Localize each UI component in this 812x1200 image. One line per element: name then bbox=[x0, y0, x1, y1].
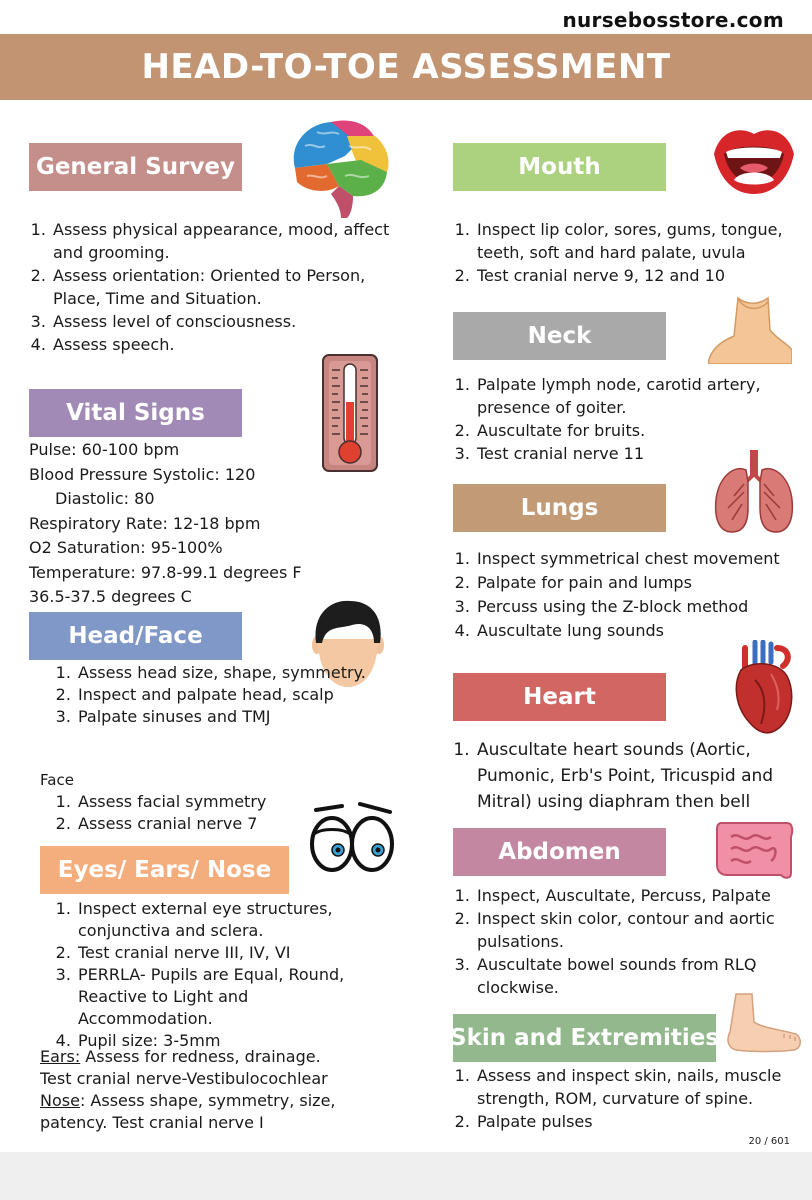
list-item: 2. Inspect and palpate head, scalp bbox=[76, 684, 374, 706]
vital-signs-list bbox=[29, 438, 349, 610]
ears-text-2: Test cranial nerve-Vestibulocochlear bbox=[40, 1069, 328, 1088]
foot-icon bbox=[722, 992, 802, 1054]
abdomen-list bbox=[453, 884, 803, 999]
list-item: 3. PERRLA- Pupils are Equal, Round, Reactive to Light and Accommodation. bbox=[76, 964, 384, 1030]
ears-nose-notes bbox=[40, 1046, 385, 1134]
list-item: 1. Inspect, Auscultate, Percuss, Palpate bbox=[475, 884, 803, 907]
vital-signs-header bbox=[29, 389, 242, 437]
o2-saturation-value: O2 Saturation: 95-100% bbox=[29, 538, 223, 557]
neck-header bbox=[453, 312, 666, 360]
list-item: 1. Assess and inspect skin, nails, muscle strength, ROM, curvature of spine. bbox=[475, 1064, 803, 1110]
ears-label: Ears: bbox=[40, 1047, 81, 1066]
ears-text: Assess for redness, drainage. bbox=[80, 1047, 321, 1066]
skin-extremities-title: Skin and Extremities bbox=[450, 1025, 719, 1051]
lungs-list bbox=[453, 547, 803, 643]
abdomen-header bbox=[453, 828, 666, 876]
list-item: 1. Assess facial symmetry bbox=[76, 791, 304, 813]
vital-signs-title: Vital Signs bbox=[66, 400, 205, 426]
neck-title: Neck bbox=[527, 323, 592, 349]
nose-label: Nose bbox=[40, 1091, 80, 1110]
list-item: 1. Inspect external eye structures, conjunctiva and sclera. bbox=[76, 898, 384, 942]
page-title: HEAD-TO-TOE ASSESSMENT bbox=[141, 47, 671, 87]
general-survey-title: General Survey bbox=[35, 154, 236, 180]
list-item: 2. Inspect skin color, contour and aortic pulsations. bbox=[475, 907, 803, 953]
face-list bbox=[54, 791, 304, 835]
site-name[interactable]: nursebosstore.com bbox=[562, 8, 784, 32]
temperature-f-value: Temperature: 97.8-99.1 degrees F bbox=[29, 562, 302, 582]
intestines-icon bbox=[713, 815, 795, 883]
list-item: 3. Test cranial nerve 11 bbox=[475, 442, 803, 465]
brain-icon bbox=[287, 116, 393, 220]
heart-title: Heart bbox=[523, 684, 596, 710]
eyes-ears-nose-title: Eyes/ Ears/ Nose bbox=[57, 857, 272, 883]
nose-text: : Assess shape, symmetry, size, bbox=[79, 1091, 336, 1110]
list-item: 2. Assess orientation: Oriented to Person, Place, Time and Situation. bbox=[51, 264, 394, 310]
heart-icon bbox=[731, 640, 797, 738]
eyes-ears-nose-list bbox=[54, 898, 384, 1052]
list-item: 2. Test cranial nerve 9, 12 and 10 bbox=[475, 264, 803, 287]
lungs-title: Lungs bbox=[520, 495, 599, 521]
bp-systolic-value: Blood Pressure Systolic: 120 bbox=[29, 464, 256, 484]
eyes-icon bbox=[308, 800, 396, 876]
list-item: 2. Palpate pulses bbox=[475, 1110, 803, 1133]
list-item: 2. Auscultate for bruits. bbox=[475, 419, 803, 442]
general-survey-list bbox=[29, 218, 394, 356]
list-item: 3. Auscultate bowel sounds from RLQ clockwise. bbox=[475, 953, 803, 999]
list-item: 1. Auscultate heart sounds (Aortic, Pumonic, Erb's Point, Tricuspid and Mitral) using diaphram then bell bbox=[475, 737, 807, 815]
title-banner bbox=[0, 34, 812, 100]
list-item: 1. Palpate lymph node, carotid artery, presence of goiter. bbox=[475, 373, 803, 419]
head-face-header bbox=[29, 612, 242, 660]
lungs-header bbox=[453, 484, 666, 532]
list-item: 1. Assess physical appearance, mood, affect and grooming. bbox=[51, 218, 394, 264]
list-item: 3. Palpate sinuses and TMJ bbox=[76, 706, 374, 728]
list-item: 4. Pupil size: 3-5mm bbox=[76, 1030, 384, 1052]
eyes-ears-nose-header bbox=[40, 846, 289, 894]
footer-band bbox=[0, 1152, 812, 1200]
list-item: 2. Palpate for pain and lumps bbox=[475, 571, 803, 595]
head-face-list bbox=[54, 662, 374, 728]
abdomen-title: Abdomen bbox=[498, 839, 621, 865]
mouth-icon bbox=[710, 124, 798, 196]
respiratory-rate-value: Respiratory Rate: 12-18 bpm bbox=[29, 513, 261, 533]
face-label: Face bbox=[40, 771, 74, 789]
heart-header bbox=[453, 673, 666, 721]
mouth-header bbox=[453, 143, 666, 191]
head-face-title: Head/Face bbox=[68, 623, 203, 649]
pulse-value: Pulse: 60-100 bpm bbox=[29, 440, 180, 459]
bp-diastolic-value: Diastolic: 80 bbox=[55, 489, 155, 508]
skin-extremities-list bbox=[453, 1064, 803, 1133]
list-item: 1. Inspect lip color, sores, gums, tongue, teeth, soft and hard palate, uvula bbox=[475, 218, 803, 264]
list-item: 2. Assess cranial nerve 7 bbox=[76, 813, 304, 835]
list-item: 1. Assess head size, shape, symmetry. bbox=[76, 662, 374, 684]
page-number: 20 / 601 bbox=[748, 1136, 790, 1147]
list-item: 4. Assess speech. bbox=[51, 333, 394, 356]
list-item: 1. Inspect symmetrical chest movement bbox=[475, 547, 803, 571]
ears-line bbox=[40, 1046, 385, 1068]
list-item: 3. Assess level of consciousness. bbox=[51, 310, 394, 333]
list-item: 2. Test cranial nerve III, IV, VI bbox=[76, 942, 384, 964]
list-item: 3. Percuss using the Z-block method bbox=[475, 595, 803, 619]
general-survey-header bbox=[29, 143, 242, 191]
lungs-icon bbox=[712, 448, 796, 534]
mouth-list bbox=[453, 218, 803, 287]
mouth-title: Mouth bbox=[518, 154, 601, 180]
list-item: 4. Auscultate lung sounds bbox=[475, 619, 803, 643]
temperature-c-value: 36.5-37.5 degrees C bbox=[29, 587, 192, 606]
nose-text-2: patency. Test cranial nerve I bbox=[40, 1113, 264, 1132]
neck-icon bbox=[708, 296, 792, 364]
heart-list bbox=[453, 737, 807, 815]
nose-line bbox=[40, 1090, 385, 1112]
skin-extremities-header bbox=[450, 1014, 719, 1062]
